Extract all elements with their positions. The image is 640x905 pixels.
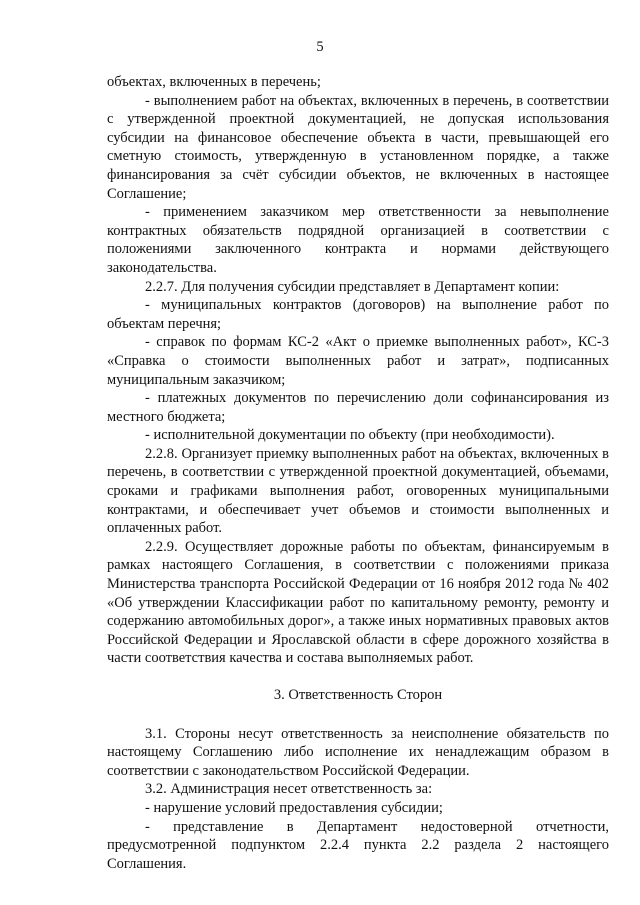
paragraph: 2.2.8. Организует приемку выполненных работ на объектах, включенных в перечень, в соответствии с утвержденной проектной документацией, объемами, сроками и графиками выполнения работ, оговоренных муниципальными контрактами, и обеспечивает учет объемов и стоимости выполненных и оплаченных работ. (107, 445, 609, 537)
section-2-continuation (107, 73, 609, 668)
paragraph: - муниципальных контрактов (договоров) на выполнение работ по объектам перечня; (107, 297, 609, 332)
paragraph: 3.2. Администрация несет ответственность за: (145, 781, 433, 798)
paragraph: - применением заказчиком мер ответственности за невыполнение контрактных обязательств подрядной организацией в соответствии с положениями заключенного контракта и нормами действующего законодательства. (107, 204, 609, 276)
paragraph: 3.1. Стороны несут ответственность за неисполнение обязательств по настоящему Соглашению либо исполнение их ненадлежащим образом в соответствии с законодательством Российской Федерации. (107, 725, 609, 779)
section-3-body (107, 725, 609, 874)
paragraph: объектах, включенных в перечень; (107, 74, 321, 90)
paragraph: 2.2.7. Для получения субсидии представляет в Департамент копии: (145, 278, 560, 295)
document-body (107, 73, 609, 873)
paragraph: - выполнением работ на объектах, включенных в перечень, в соответствии с утвержденной проектной документацией, не допуская использования субсидии на финансовое обеспечение объекта в части, превышающей его сметную стоимость, утвержденную в установленном порядке, а также финансирования за счёт субсидии объектов, не включенных в настоящее Соглашение; (107, 92, 609, 202)
paragraph: - справок по формам КС-2 «Акт о приемке выполненных работ», КС-3 «Справка о стоимости выполненных работ и затрат», подписанных муниципальным заказчиком; (107, 334, 609, 388)
paragraph: 2.2.9. Осуществляет дорожные работы по объектам, финансируемым в рамках настоящего Соглашения, в соответствии с положениями приказа Министерства транспорта Российской Федерации от 16 ноября 2012 года № 402 «Об утверждении Классификации работ по капитальному ремонту, ремонту и содержанию автомобильных дорог», а также иных нормативных правовых актов Российской Федерации и Ярославской области в сфере дорожного хозяйства в части соответствия качества и состава выполняемых работ. (107, 538, 609, 667)
paragraph: - представление в Департамент недостоверной отчетности, предусмотренной подпунктом 2.2.4 пункта 2.2 раздела 2 настоящего Соглашения. (107, 818, 609, 872)
section-heading: 3. Ответственность Сторон (273, 687, 443, 703)
page-number: 5 (316, 39, 324, 55)
paragraph: - нарушение условий предоставления субсидии; (145, 799, 443, 816)
paragraph: - платежных документов по перечислению доли софинансирования из местного бюджета; (107, 390, 609, 425)
paragraph: - исполнительной документации по объекту (при необходимости). (145, 427, 555, 444)
